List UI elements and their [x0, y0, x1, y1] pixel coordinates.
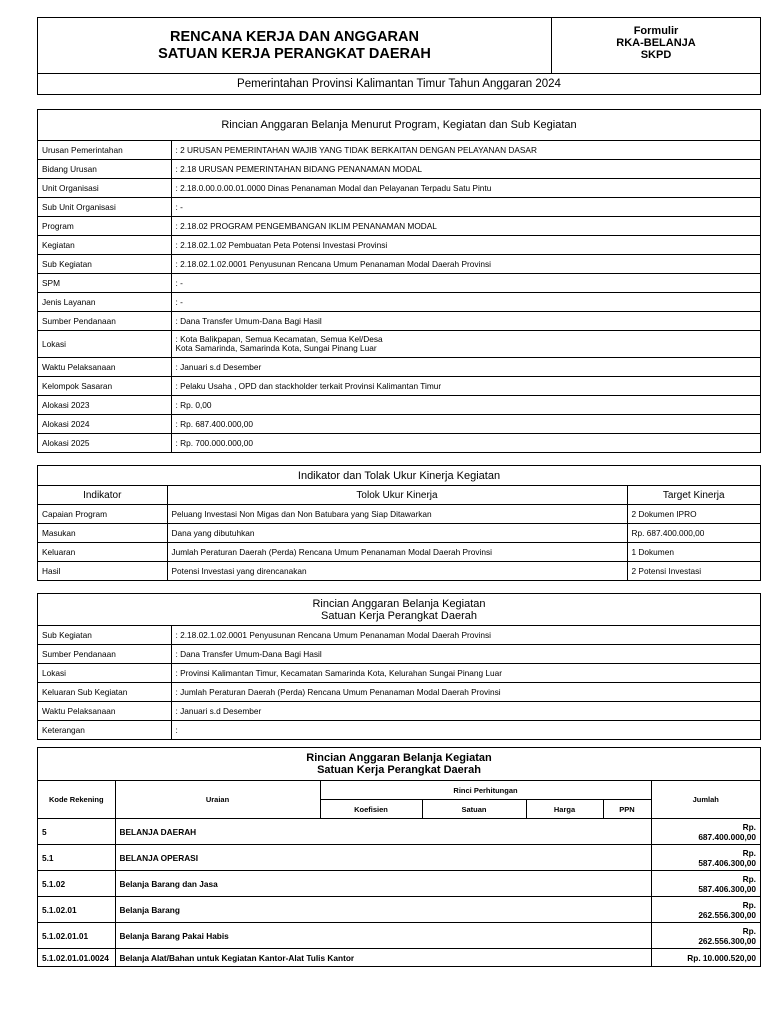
- header-koefisien: Koefisien: [320, 800, 422, 819]
- header-ppn: PPN: [603, 800, 651, 819]
- detail-row: SPM : -: [38, 274, 760, 293]
- document-title: [38, 18, 552, 73]
- detail-row: Lokasi : Provinsi Kalimantan Timur, Kecamatan Samarinda Kota, Kelurahan Sungai Pinang Luar: [38, 664, 760, 683]
- form-unit: SKPD: [640, 49, 672, 61]
- currency-label: Rp.: [742, 847, 756, 858]
- table-row: 5.1.02.01.01.0024 Belanja Alat/Bahan untuk Kegiatan Kantor-Alat Tulis Kantor Rp. 10.000.520,00: [38, 949, 760, 967]
- table-row: 5 BELANJA DAERAH Rp. 687.400.000,00: [38, 819, 760, 845]
- section-title: Indikator dan Tolak Ukur Kinerja Kegiatan: [38, 466, 760, 486]
- detail-row: Program : 2.18.02 PROGRAM PENGEMBANGAN IKLIM PENANAMAN MODAL: [38, 217, 760, 236]
- currency-label: Rp.: [742, 925, 756, 936]
- table-row: Masukan Dana yang dibutuhkan Rp. 687.400.000,00: [38, 524, 760, 543]
- amount-value: 262.556.300,00: [698, 909, 756, 920]
- lokasi-line: : Kota Balikpapan, Semua Kecamatan, Semua Kel/Desa: [175, 333, 383, 344]
- amount-value: 687.400.000,00: [698, 831, 756, 842]
- form-code: [552, 18, 760, 73]
- table-row: Capaian Program Peluang Investasi Non Migas dan Non Batubara yang Siap Ditawarkan 2 Dokumen IPRO: [38, 505, 760, 524]
- header-tolok-ukur: Tolok Ukur Kinerja: [167, 486, 627, 505]
- detail-row: Sumber Pendanaan : Dana Transfer Umum-Dana Bagi Hasil: [38, 645, 760, 664]
- table-row: 5.1.02.01 Belanja Barang Rp. 262.556.300,00: [38, 897, 760, 923]
- detail-row: Waktu Pelaksanaan : Januari s.d Desember: [38, 358, 760, 377]
- form-header: [37, 17, 761, 95]
- section-title-line: Satuan Kerja Perangkat Daerah: [317, 764, 481, 776]
- budget-detail-section: [37, 747, 761, 967]
- title-line-1: RENCANA KERJA DAN ANGGARAN: [170, 29, 419, 45]
- detail-row: Keluaran Sub Kegiatan : Jumlah Peraturan Daerah (Perda) Rencana Umum Penanaman Modal Daerah Provinsi: [38, 683, 760, 702]
- table-row: 5.1.02 Belanja Barang dan Jasa Rp. 587.406.300,00: [38, 871, 760, 897]
- detail-row: Sub Kegiatan : 2.18.02.1.02.0001 Penyusunan Rencana Umum Penanaman Modal Daerah Provinsi: [38, 626, 760, 645]
- currency-label: Rp.: [742, 873, 756, 884]
- header-harga: Harga: [526, 800, 603, 819]
- performance-indicator-section: [37, 465, 761, 581]
- header-rinci-perhitungan: Rinci Perhitungan: [320, 781, 651, 800]
- lokasi-row: Lokasi : Kota Balikpapan, Semua Kecamatan, Semua Kel/Desa Kota Samarinda, Samarinda Kota, Sungai Pinang Luar: [38, 331, 760, 358]
- section-title: [38, 748, 760, 781]
- detail-row: Alokasi 2023 : Rp. 0,00: [38, 396, 760, 415]
- header-jumlah: Jumlah: [651, 781, 760, 819]
- header-indikator: Indikator: [38, 486, 167, 505]
- header-satuan: Satuan: [422, 800, 526, 819]
- government-subtitle: Pemerintahan Provinsi Kalimantan Timur Tahun Anggaran 2024: [38, 73, 760, 95]
- section-title: [38, 594, 760, 626]
- form-name: RKA-BELANJA: [616, 37, 696, 49]
- detail-row: Alokasi 2025 : Rp. 700.000.000,00: [38, 434, 760, 453]
- detail-row: Kegiatan : 2.18.02.1.02 Pembuatan Peta Potensi Investasi Provinsi: [38, 236, 760, 255]
- currency-label: Rp.: [742, 821, 756, 832]
- table-row: 5.1 BELANJA OPERASI Rp. 587.406.300,00: [38, 845, 760, 871]
- detail-row: Kelompok Sasaran : Pelaku Usaha , OPD dan stackholder terkait Provinsi Kalimantan Timur: [38, 377, 760, 396]
- detail-row: Jenis Layanan : -: [38, 293, 760, 312]
- amount-value: 587.406.300,00: [698, 857, 756, 868]
- detail-row: Sub Kegiatan : 2.18.02.1.02.0001 Penyusunan Rencana Umum Penanaman Modal Daerah Provinsi: [38, 255, 760, 274]
- detail-row: Sub Unit Organisasi : -: [38, 198, 760, 217]
- detail-row: Keterangan :: [38, 721, 760, 740]
- detail-row: Unit Organisasi : 2.18.0.00.0.00.01.0000 Dinas Penanaman Modal dan Pelayanan Terpadu Satu Pintu: [38, 179, 760, 198]
- detail-row: Waktu Pelaksanaan : Januari s.d Desember: [38, 702, 760, 721]
- amount-value: 262.556.300,00: [698, 935, 756, 946]
- section-title: Rincian Anggaran Belanja Menurut Program, Kegiatan dan Sub Kegiatan: [38, 110, 760, 141]
- header-uraian: Uraian: [115, 781, 320, 819]
- header-target: Target Kinerja: [627, 486, 760, 505]
- table-row: Hasil Potensi Investasi yang direncanakan 2 Potensi Investasi: [38, 562, 760, 581]
- table-row: 5.1.02.01.01 Belanja Barang Pakai Habis Rp. 262.556.300,00: [38, 923, 760, 949]
- currency-label: Rp.: [742, 899, 756, 910]
- form-label: Formulir: [633, 25, 679, 37]
- detail-row: Urusan Pemerintahan : 2 URUSAN PEMERINTAHAN WAJIB YANG TIDAK BERKAITAN DENGAN PELAYANAN DASAR: [38, 141, 760, 160]
- title-line-2: SATUAN KERJA PERANGKAT DAERAH: [158, 46, 431, 62]
- section-title-line: Rincian Anggaran Belanja Kegiatan: [306, 752, 492, 764]
- table-row: Keluaran Jumlah Peraturan Daerah (Perda) Rencana Umum Penanaman Modal Daerah Provinsi 1 Dokumen: [38, 543, 760, 562]
- amount-value: Rp. 10.000.520,00: [651, 949, 760, 967]
- section-title-line: Rincian Anggaran Belanja Kegiatan: [312, 597, 486, 610]
- section-title-line: Satuan Kerja Perangkat Daerah: [321, 609, 477, 622]
- header-kode-rekening: Kode Rekening: [38, 781, 115, 819]
- program-details-section: [37, 109, 761, 453]
- amount-value: 587.406.300,00: [698, 883, 756, 894]
- detail-row: Alokasi 2024 : Rp. 687.400.000,00: [38, 415, 760, 434]
- activity-details-section: [37, 593, 761, 740]
- detail-row: Bidang Urusan : 2.18 URUSAN PEMERINTAHAN BIDANG PENANAMAN MODAL: [38, 160, 760, 179]
- detail-row: Sumber Pendanaan : Dana Transfer Umum-Dana Bagi Hasil: [38, 312, 760, 331]
- lokasi-line: Kota Samarinda, Samarinda Kota, Sungai Pinang Luar: [175, 343, 377, 353]
